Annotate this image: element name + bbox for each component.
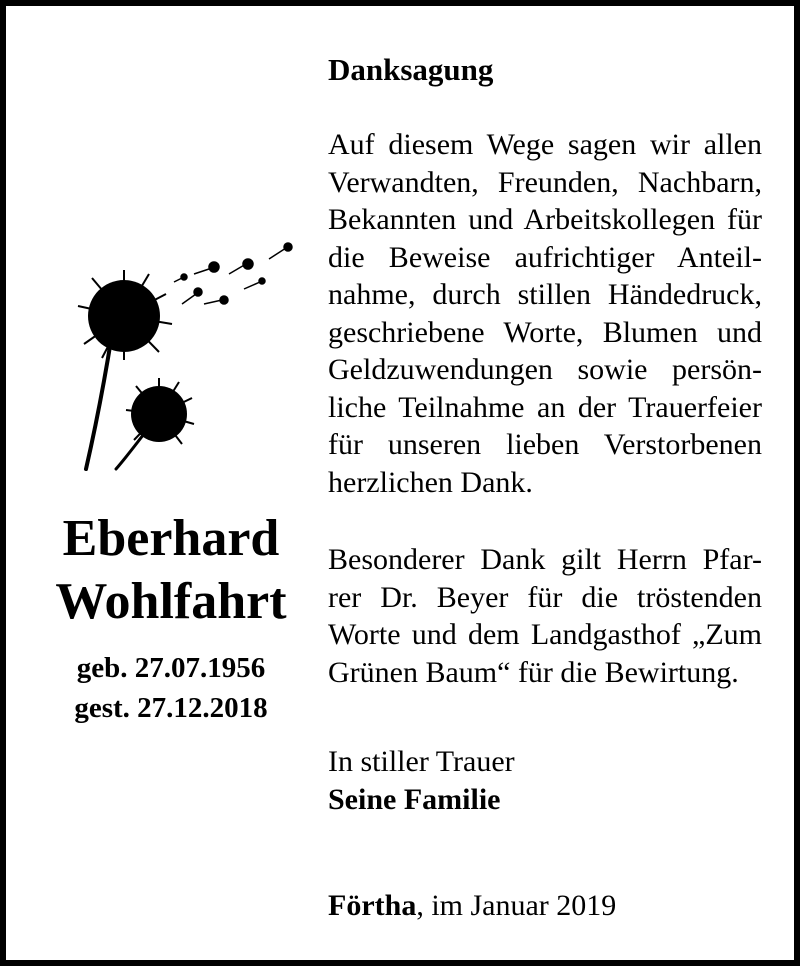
paragraph-line: Geldzuwendungen sowie persön- xyxy=(328,353,762,386)
paragraph-line: liche Teilnahme an der Trauerfeier xyxy=(328,390,762,424)
paragraph-line: Grünen Baum“ für die Bewirtung. xyxy=(328,655,739,689)
deceased-first-name: Eberhard xyxy=(62,510,280,567)
paragraph-line: Bekannten und Arbeitskollegen für xyxy=(328,203,762,236)
closing-block xyxy=(328,743,762,819)
paragraph-line: geschriebene Worte, Blumen und xyxy=(328,315,762,349)
paragraph-line: die Beweise aufrichtiger Anteil- xyxy=(328,240,762,274)
thanks-paragraph xyxy=(328,126,762,501)
paragraph-line: für unseren lieben Verstorbenen xyxy=(328,428,762,461)
paragraph-line: Verwandten, Freunden, Nachbarn, xyxy=(328,165,762,199)
dandelion-icon xyxy=(64,234,314,474)
paragraph-line: Worte und dem Landgasthof „Zum xyxy=(328,618,762,651)
paragraph-line: rer Dr. Beyer für die tröstenden xyxy=(328,580,762,614)
deceased-last-name: Wohlfahrt xyxy=(55,573,287,630)
closing-line: In stiller Trauer xyxy=(328,745,515,778)
birth-date: geb. 27.07.1956 xyxy=(76,652,266,684)
place-date xyxy=(328,887,762,925)
heading-title: Danksagung xyxy=(328,52,494,87)
place-town: Förtha xyxy=(328,889,417,922)
paragraph-line: Auf diesem Wege sagen wir allen xyxy=(328,128,762,161)
paragraph-line: herzlichen Dank. xyxy=(328,465,533,499)
special-thanks-paragraph xyxy=(328,541,762,691)
death-date: gest. 27.12.2018 xyxy=(74,692,268,724)
place-date-text: , im Januar 2019 xyxy=(416,889,617,922)
paragraph-line: Besonderer Dank gilt Herrn Pfar- xyxy=(328,543,762,576)
paragraph-line: nahme, durch stillen Händedruck, xyxy=(328,278,762,311)
family-signature: Seine Familie xyxy=(328,783,501,816)
